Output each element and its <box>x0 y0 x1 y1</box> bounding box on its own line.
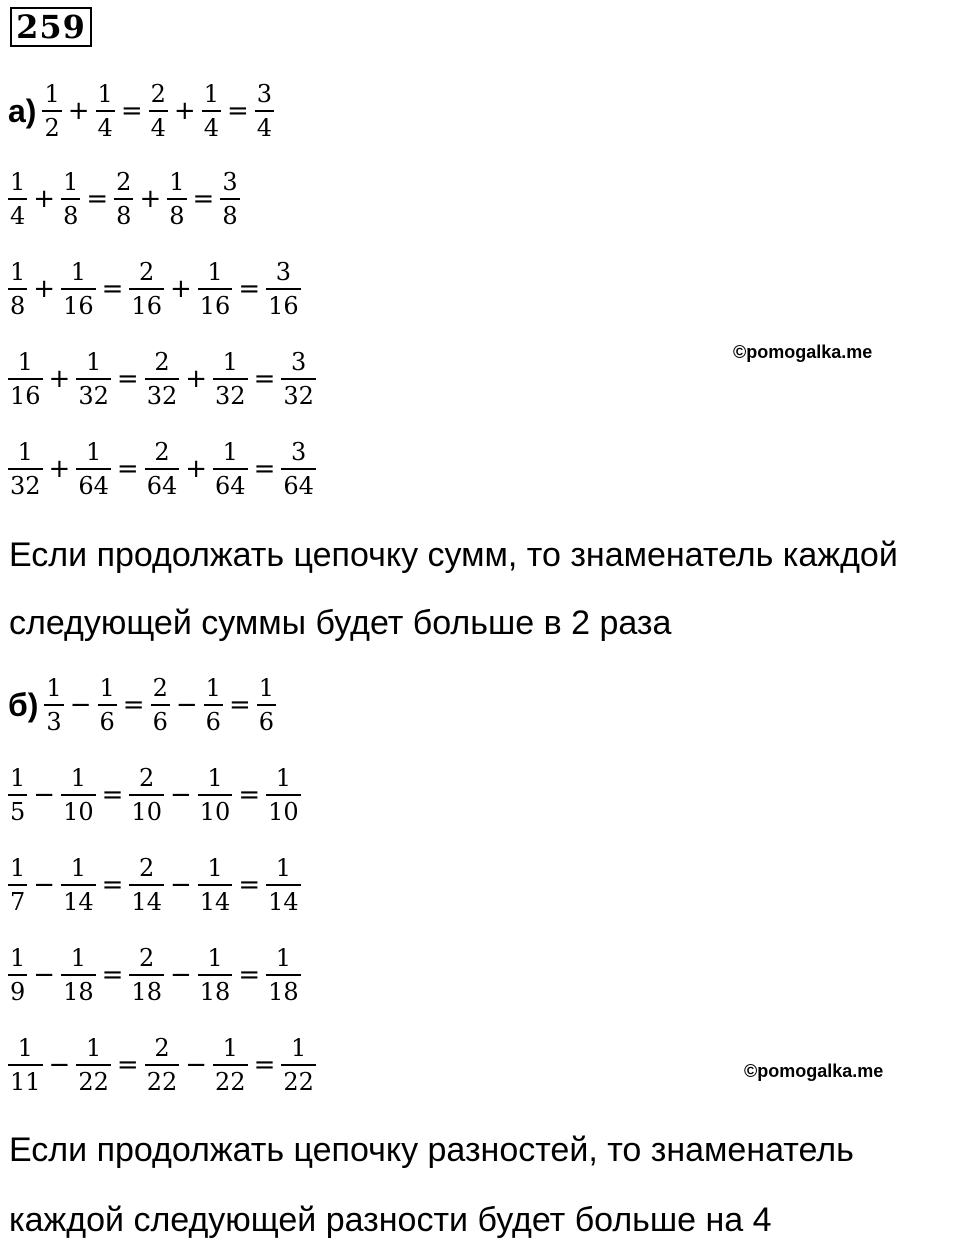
numerator: 1 <box>17 438 33 466</box>
operator: = <box>238 780 261 810</box>
equation-row <box>8 1036 316 1094</box>
equation-row <box>8 82 274 140</box>
numerator: 1 <box>275 944 292 972</box>
part-b-conclusion-line-2: каждой следующей разности будет больше на 4 <box>9 1201 772 1239</box>
numerator: 3 <box>256 80 273 108</box>
watermark: ©pomogalka.me <box>733 342 873 362</box>
fraction <box>145 350 180 408</box>
denominator: 8 <box>63 202 79 230</box>
numerator: 1 <box>46 674 62 702</box>
fraction <box>8 856 27 914</box>
operator: = <box>120 96 143 126</box>
denominator: 22 <box>283 1068 314 1096</box>
operator: = <box>116 364 139 394</box>
fraction <box>129 766 164 824</box>
fraction <box>198 766 233 824</box>
equation-row <box>8 350 316 408</box>
operator: − <box>169 870 192 900</box>
operator: − <box>33 870 56 900</box>
equation-row <box>8 856 301 914</box>
fraction <box>266 856 301 914</box>
operator: = <box>253 1050 276 1080</box>
denominator: 16 <box>268 292 299 320</box>
numerator: 1 <box>70 854 86 882</box>
numerator: 1 <box>10 944 26 972</box>
fraction <box>8 440 43 498</box>
fraction <box>281 1036 316 1094</box>
denominator: 14 <box>131 888 162 916</box>
numerator: 1 <box>222 438 238 466</box>
fraction <box>42 82 61 140</box>
numerator: 1 <box>17 1034 33 1062</box>
equation-row <box>8 766 301 824</box>
fraction <box>98 676 117 734</box>
denominator: 8 <box>222 202 238 230</box>
fraction <box>213 440 248 498</box>
fraction <box>266 260 301 318</box>
denominator: 4 <box>256 114 273 142</box>
denominator: 7 <box>10 888 26 916</box>
numerator: 2 <box>152 674 168 702</box>
denominator: 6 <box>99 708 115 736</box>
fraction <box>8 946 27 1004</box>
numerator: 1 <box>275 764 292 792</box>
denominator: 4 <box>10 202 26 230</box>
denominator: 64 <box>78 472 109 500</box>
denominator: 10 <box>199 798 231 826</box>
operator: = <box>101 780 124 810</box>
operator: = <box>253 364 276 394</box>
operator: + <box>48 454 71 484</box>
denominator: 16 <box>199 292 231 320</box>
operator: + <box>185 364 208 394</box>
fraction <box>8 260 27 318</box>
operator: + <box>48 364 71 394</box>
numerator: 1 <box>85 1034 102 1062</box>
denominator: 8 <box>116 202 132 230</box>
numerator: 2 <box>139 944 155 972</box>
operator: + <box>185 454 208 484</box>
operator: − <box>169 780 192 810</box>
fraction <box>213 1036 248 1094</box>
part-a-conclusion-line-2: следующей суммы будет больше в 2 раза <box>9 604 672 642</box>
fraction <box>257 676 276 734</box>
fraction <box>281 350 316 408</box>
numerator: 1 <box>291 1034 307 1062</box>
numerator: 1 <box>44 80 60 108</box>
denominator: 9 <box>10 978 26 1006</box>
operator: = <box>86 184 109 214</box>
denominator: 8 <box>169 202 185 230</box>
numerator: 1 <box>207 944 223 972</box>
numerator: 1 <box>222 348 238 376</box>
denominator: 18 <box>131 978 162 1006</box>
fraction <box>8 766 27 824</box>
numerator: 2 <box>150 80 166 108</box>
fraction <box>129 856 164 914</box>
denominator: 32 <box>283 382 314 410</box>
operator: = <box>238 274 261 304</box>
numerator: 3 <box>222 168 238 196</box>
fraction <box>61 260 96 318</box>
numerator: 1 <box>222 1034 238 1062</box>
numerator: 3 <box>275 258 292 286</box>
operator: + <box>169 274 192 304</box>
denominator: 4 <box>97 114 113 142</box>
fraction <box>61 946 96 1004</box>
denominator: 14 <box>199 888 231 916</box>
numerator: 1 <box>207 854 223 882</box>
operator: = <box>116 454 139 484</box>
fraction <box>61 856 96 914</box>
denominator: 16 <box>63 292 94 320</box>
denominator: 11 <box>10 1068 41 1096</box>
problem-number: 259 <box>10 7 92 47</box>
operator: − <box>33 960 56 990</box>
fraction <box>114 170 133 228</box>
fraction <box>266 946 301 1004</box>
numerator: 1 <box>97 80 113 108</box>
denominator: 32 <box>146 382 178 410</box>
denominator: 16 <box>10 382 41 410</box>
denominator: 2 <box>44 114 60 142</box>
numerator: 1 <box>275 854 292 882</box>
denominator: 64 <box>146 472 178 500</box>
denominator: 6 <box>152 708 168 736</box>
numerator: 2 <box>116 168 132 196</box>
operator: − <box>169 960 192 990</box>
fraction <box>61 766 96 824</box>
operator: − <box>33 780 56 810</box>
denominator: 10 <box>63 798 94 826</box>
fraction <box>8 1036 43 1094</box>
denominator: 22 <box>146 1068 178 1096</box>
fraction <box>76 350 111 408</box>
numerator: 1 <box>207 258 223 286</box>
denominator: 64 <box>215 472 246 500</box>
operator: = <box>238 870 261 900</box>
denominator: 18 <box>199 978 231 1006</box>
numerator: 3 <box>291 348 307 376</box>
denominator: 10 <box>131 798 162 826</box>
operator: − <box>69 690 92 720</box>
numerator: 1 <box>99 674 115 702</box>
denominator: 22 <box>78 1068 109 1096</box>
fraction <box>198 946 233 1004</box>
equation-row <box>8 676 276 734</box>
denominator: 16 <box>131 292 162 320</box>
part-a-conclusion-line-1: Если продолжать цепочку сумм, то знаменатель каждой <box>9 536 898 574</box>
operator: − <box>185 1050 208 1080</box>
numerator: 1 <box>10 764 26 792</box>
denominator: 8 <box>10 292 26 320</box>
operator: = <box>226 96 249 126</box>
fraction <box>198 260 233 318</box>
fraction <box>8 170 27 228</box>
fraction <box>149 82 168 140</box>
part-b-conclusion-line-1: Если продолжать цепочку разностей, то знаменатель <box>9 1131 854 1169</box>
numerator: 1 <box>10 168 26 196</box>
operator: = <box>122 690 145 720</box>
watermark: ©pomogalka.me <box>744 1061 884 1081</box>
numerator: 1 <box>70 764 86 792</box>
denominator: 32 <box>78 382 109 410</box>
numerator: 2 <box>154 1034 170 1062</box>
numerator: 2 <box>139 764 155 792</box>
numerator: 2 <box>154 438 170 466</box>
denominator: 3 <box>46 708 62 736</box>
numerator: 2 <box>139 854 155 882</box>
operator: + <box>33 184 56 214</box>
operator: + <box>173 96 196 126</box>
operator: = <box>253 454 276 484</box>
fraction <box>129 260 164 318</box>
part-label: а) <box>8 93 37 129</box>
equation-row <box>8 170 240 228</box>
numerator: 1 <box>70 944 86 972</box>
operator: = <box>228 690 251 720</box>
fraction <box>76 440 111 498</box>
fraction <box>151 676 170 734</box>
fraction <box>220 170 239 228</box>
fraction <box>61 170 80 228</box>
numerator: 1 <box>10 258 26 286</box>
fraction <box>167 170 186 228</box>
numerator: 1 <box>17 348 33 376</box>
operator: = <box>192 184 215 214</box>
denominator: 4 <box>203 114 219 142</box>
numerator: 2 <box>139 258 155 286</box>
fraction <box>96 82 115 140</box>
numerator: 2 <box>154 348 170 376</box>
fraction <box>202 82 221 140</box>
numerator: 1 <box>70 258 86 286</box>
operator: + <box>67 96 90 126</box>
denominator: 14 <box>63 888 94 916</box>
operator: − <box>175 690 198 720</box>
denominator: 6 <box>205 708 221 736</box>
denominator: 32 <box>10 472 41 500</box>
numerator: 1 <box>63 168 79 196</box>
denominator: 4 <box>150 114 166 142</box>
numerator: 1 <box>10 854 26 882</box>
operator: = <box>101 870 124 900</box>
denominator: 18 <box>268 978 299 1006</box>
part-label: б) <box>8 687 39 723</box>
fraction <box>145 440 180 498</box>
numerator: 1 <box>258 674 275 702</box>
denominator: 6 <box>258 708 275 736</box>
operator: = <box>101 274 124 304</box>
fraction <box>266 766 301 824</box>
fraction <box>44 676 63 734</box>
fraction <box>76 1036 111 1094</box>
fraction <box>213 350 248 408</box>
numerator: 1 <box>85 438 102 466</box>
operator: = <box>101 960 124 990</box>
numerator: 3 <box>291 438 307 466</box>
denominator: 10 <box>268 798 299 826</box>
denominator: 5 <box>10 798 26 826</box>
denominator: 14 <box>268 888 299 916</box>
equation-row <box>8 946 301 1004</box>
operator: = <box>116 1050 139 1080</box>
equation-row <box>8 440 316 498</box>
numerator: 1 <box>85 348 102 376</box>
numerator: 1 <box>169 168 185 196</box>
operator: = <box>238 960 261 990</box>
fraction <box>281 440 316 498</box>
fraction <box>129 946 164 1004</box>
fraction <box>198 856 233 914</box>
denominator: 18 <box>63 978 94 1006</box>
operator: − <box>48 1050 71 1080</box>
denominator: 64 <box>283 472 314 500</box>
numerator: 1 <box>205 674 221 702</box>
denominator: 22 <box>215 1068 246 1096</box>
fraction <box>8 350 43 408</box>
numerator: 1 <box>207 764 223 792</box>
operator: + <box>33 274 56 304</box>
operator: + <box>139 184 162 214</box>
denominator: 32 <box>215 382 246 410</box>
numerator: 1 <box>203 80 219 108</box>
equation-row <box>8 260 301 318</box>
fraction <box>145 1036 180 1094</box>
fraction <box>255 82 274 140</box>
fraction <box>204 676 223 734</box>
